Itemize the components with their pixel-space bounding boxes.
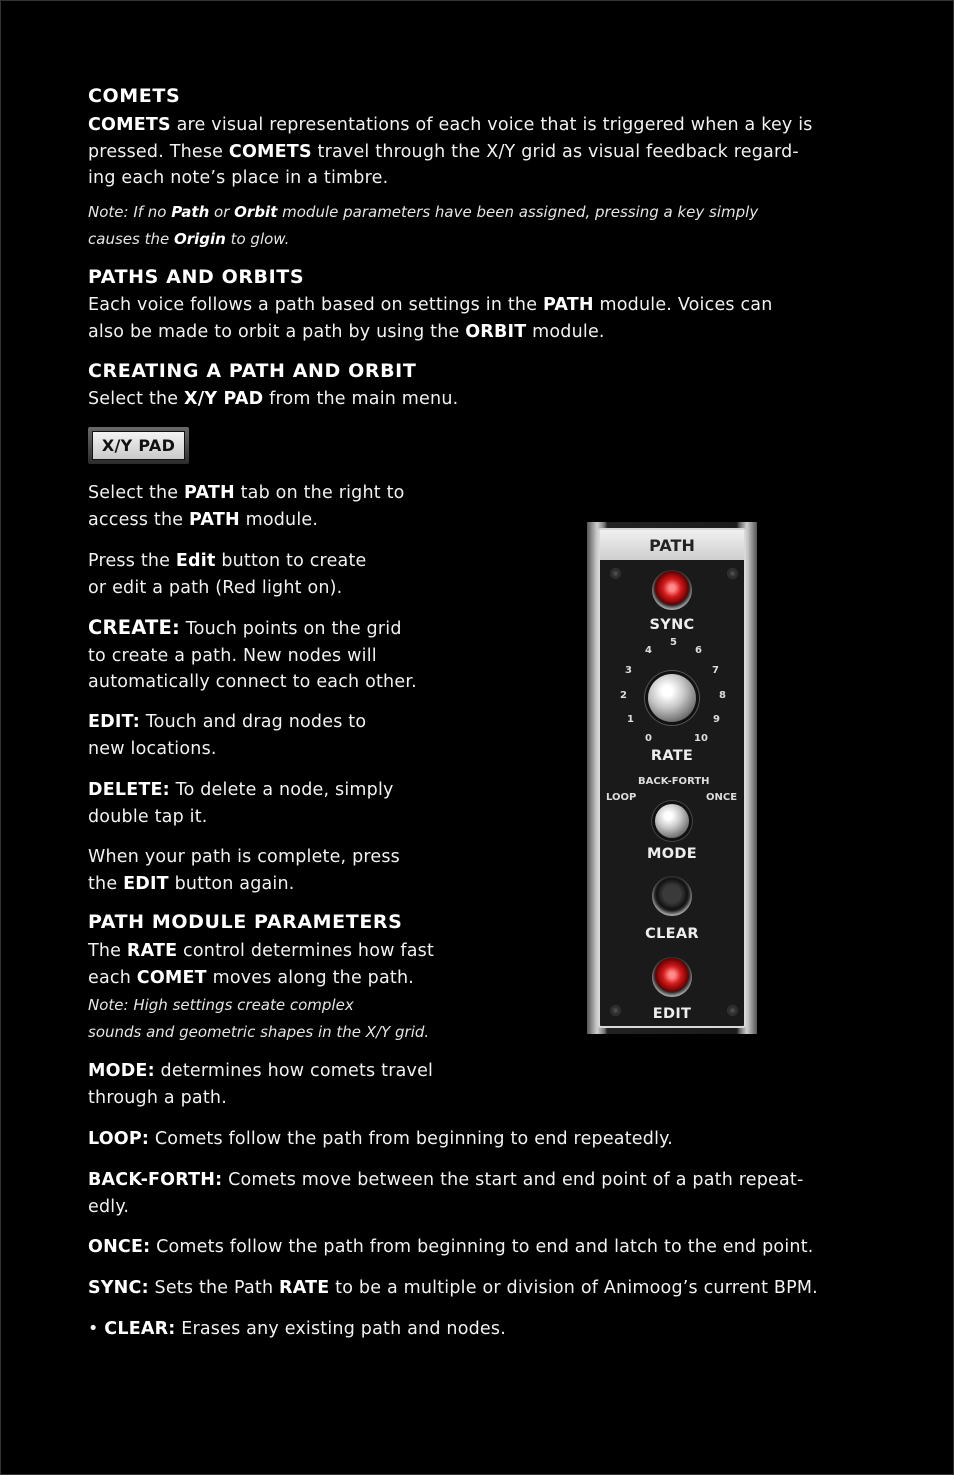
edit-label: EDIT [652, 1006, 692, 1022]
create-paragraph: CREATE: Touch points on the grid to create a path. New nodes will automatically connect to each other. [88, 616, 417, 692]
mode-label: MODE [647, 846, 697, 862]
clear-label: CLEAR [645, 926, 699, 942]
rate-note: Note: High settings create complex sounds and geometric shapes in the X/Y grid. [88, 996, 430, 1041]
sync-paragraph: SYNC: Sets the Path RATE to be a multiple or division of Animoog’s current BPM. [88, 1278, 818, 1298]
sync-label: SYNC [649, 617, 695, 633]
delete-paragraph: DELETE: To delete a node, simply double tap it. [88, 780, 394, 827]
rate-tick-10: 10 [694, 733, 708, 744]
rate-label: RATE [650, 748, 694, 764]
comets-paragraph: COMETS are visual representations of each voice that is triggered when a key is pressed. These COMETS travel through the X/Y grid as visual feedback regard- ing each note’s place in a timbre. [88, 115, 813, 188]
mode-once-label: ONCE [706, 792, 738, 803]
rate-tick-6: 6 [695, 645, 702, 656]
mode-paragraph: MODE: determines how comets travel through a path. [88, 1061, 434, 1108]
mode-back-forth-label: BACK-FORTH [638, 776, 710, 787]
xy-pad-button-label: X/Y PAD [92, 431, 185, 460]
comets-note: Note: If no Path or Orbit module parameters have been assigned, pressing a key simply causes the Origin to glow. [88, 203, 759, 248]
rate-tick-3: 3 [625, 665, 632, 676]
back-forth-paragraph: BACK-FORTH: Comets move between the start and end point of a path repeat- edly. [88, 1170, 804, 1217]
path-module-panel [598, 528, 746, 1028]
rate-tick-8: 8 [719, 690, 726, 701]
rate-tick-7: 7 [712, 665, 719, 676]
clear-button[interactable] [652, 876, 692, 916]
rate-tick-5: 5 [670, 637, 677, 648]
rate-tick-4: 4 [645, 645, 652, 656]
edit-button[interactable] [652, 957, 692, 997]
rate-tick-1: 1 [627, 714, 634, 725]
mode-switch[interactable] [655, 804, 689, 838]
paths-orbits-heading: PATHS AND ORBITS [88, 266, 305, 288]
path-module-title: PATH [600, 530, 744, 560]
mode-loop-label: LOOP [606, 792, 637, 803]
path-module [587, 522, 757, 1034]
creating-heading: CREATING A PATH AND ORBIT [88, 360, 417, 382]
sync-button[interactable] [652, 570, 692, 610]
creating-paragraph: Select the X/Y PAD from the main menu. [88, 389, 459, 409]
rate-tick-0: 0 [645, 733, 652, 744]
press-edit-paragraph: Press the Edit button to create or edit a path (Red light on). [88, 551, 367, 598]
screw-icon [610, 568, 621, 579]
once-paragraph: ONCE: Comets follow the path from beginning to end and latch to the end point. [88, 1237, 814, 1257]
screw-icon [727, 568, 738, 579]
loop-paragraph: LOOP: Comets follow the path from beginning to end repeatedly. [88, 1129, 673, 1149]
comets-heading: COMETS [88, 85, 181, 107]
done-paragraph: When your path is complete, press the EDIT button again. [88, 847, 401, 894]
select-path-paragraph: Select the PATH tab on the right to access the PATH module. [88, 483, 405, 530]
paths-orbits-paragraph: Each voice follows a path based on settings in the PATH module. Voices can also be made to orbit a path by using the ORBIT module. [88, 295, 773, 342]
params-heading: PATH MODULE PARAMETERS [88, 911, 403, 933]
rate-knob[interactable] [648, 674, 696, 722]
clear-paragraph: • CLEAR: Erases any existing path and nodes. [88, 1319, 506, 1339]
xy-pad-button[interactable] [88, 427, 189, 464]
edit-paragraph: EDIT: Touch and drag nodes to new locations. [88, 712, 367, 759]
rate-tick-2: 2 [620, 690, 627, 701]
rate-paragraph: The RATE control determines how fast each COMET moves along the path. [88, 941, 435, 988]
rate-tick-9: 9 [713, 714, 720, 725]
